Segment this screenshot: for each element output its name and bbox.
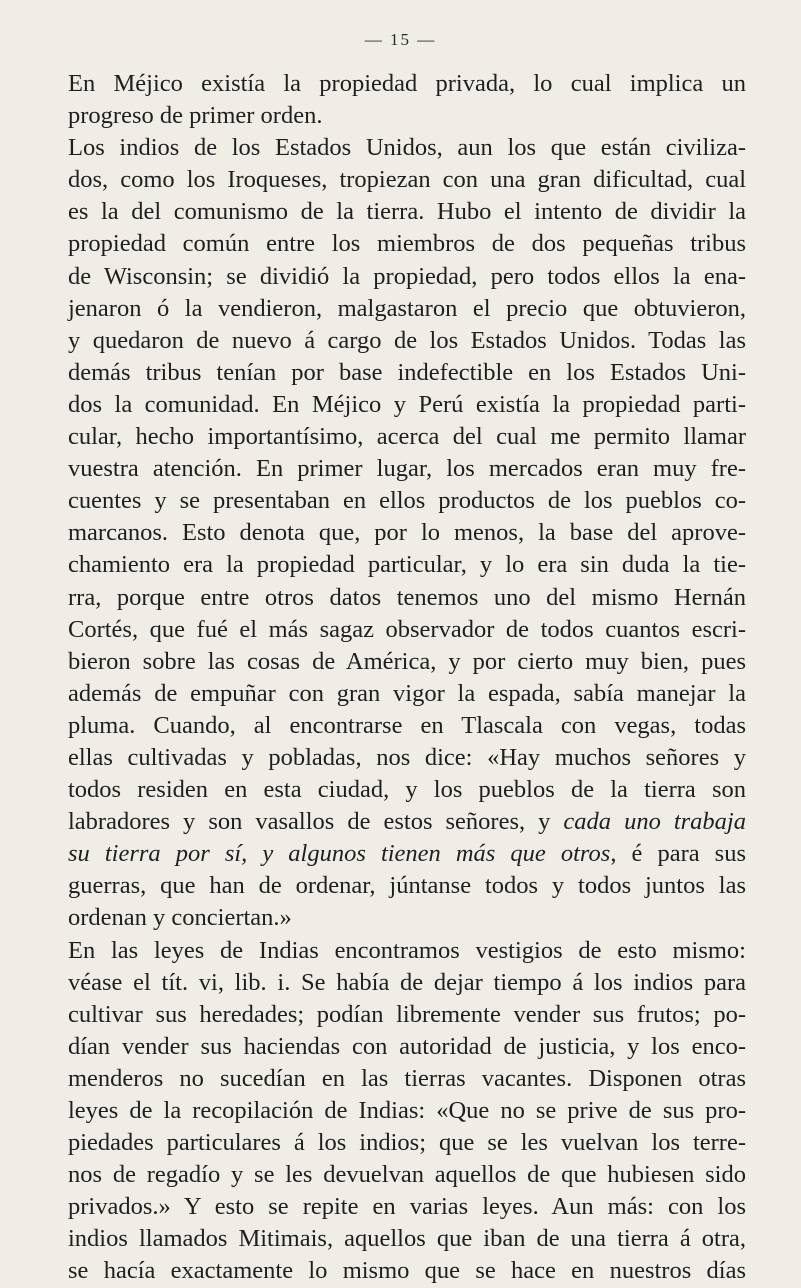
text-run: guerras, que han de ordenar, júntanse todos y todos juntos las: [68, 872, 746, 900]
text-line: [68, 870, 746, 902]
text-line: [68, 999, 746, 1031]
text-line: [68, 1255, 746, 1287]
text-run: cuentes y se presentaban en ellos productos de los pueblos co-: [68, 487, 746, 515]
text-line: [68, 710, 746, 742]
text-line: [68, 646, 746, 678]
text-line: [68, 261, 746, 293]
text-line: [68, 902, 746, 934]
text-run: indios llamados Mitimais, aquellos que iban de una tierra á otra,: [68, 1225, 746, 1253]
text-line: [68, 1159, 746, 1191]
text-line: [68, 549, 746, 581]
text-line: [68, 838, 746, 870]
italic-run: su tierra por sí, y algunos tienen más que otros: [68, 840, 611, 868]
text-line: [68, 1095, 746, 1127]
text-line: [68, 967, 746, 999]
text-line: [68, 1127, 746, 1159]
text-run: labradores y son vasallos de estos señores, y: [68, 808, 551, 836]
text-run: demás tribus tenían por base indefectible en los Estados Uni-: [68, 358, 746, 386]
text-run: menderos no sucedían en las tierras vacantes. Disponen otras: [68, 1064, 746, 1092]
text-line: [68, 357, 746, 389]
text-line: [68, 774, 746, 806]
text-run: En Méjico existía la propiedad privada, lo cual implica un: [68, 70, 746, 97]
text-run: ellas cultivadas y pobladas, nos dice: «Hay muchos señores y: [68, 743, 746, 771]
text-run: véase el tít. vi, lib. i. Se había de dejar tiempo á los indios para: [68, 968, 746, 996]
text-run: chamiento era la propiedad particular, y lo era sin duda la tie-: [68, 551, 746, 579]
text-line: [68, 228, 746, 260]
text-run: nos de regadío y se les devuelvan aquellos de que hubiesen sido: [68, 1161, 746, 1189]
text-run: cultivar sus heredades; podían libremente vender sus frutos; po-: [68, 1000, 746, 1028]
body-text: [68, 68, 746, 1288]
text-line: [68, 196, 746, 228]
text-run: vuestra atención. En primer lugar, los mercados eran muy fre-: [68, 455, 746, 483]
text-line: [68, 806, 746, 838]
text-line: [68, 678, 746, 710]
text-run: jenaron ó la vendieron, malgastaron el precio que obtuvieron,: [68, 294, 746, 322]
text-line: [68, 164, 746, 196]
text-run: ordenan y conciertan.»: [68, 904, 292, 932]
text-line: [68, 1063, 746, 1095]
text-run: rra, porque entre otros datos tenemos uno del mismo Hernán: [68, 583, 746, 611]
text-line: [68, 742, 746, 774]
text-line: [68, 132, 746, 164]
text-run: y quedaron de nuevo á cargo de los Estados Unidos. Todas las: [68, 326, 746, 354]
text-run: además de empuñar con gran vigor la espada, sabía manejar la: [68, 679, 746, 707]
text-line: [68, 453, 746, 485]
text-line: [68, 1191, 746, 1223]
text-line: [68, 389, 746, 421]
text-run: dos, como los Iroqueses, tropiezan con una gran dificultad, cual: [68, 166, 746, 194]
text-line: [68, 1031, 746, 1063]
text-run: leyes de la recopilación de Indias: «Que no se prive de sus pro-: [68, 1097, 746, 1124]
text-line: [68, 1223, 746, 1255]
text-run: bieron sobre las cosas de América, y por cierto muy bien, pues: [68, 647, 746, 675]
text-run: de Wisconsin; se dividió la propiedad, pero todos ellos la ena-: [68, 262, 746, 290]
text-run: se hacía exactamente lo mismo que se hace en nuestros días: [68, 1257, 746, 1285]
page-number: — 15 —: [364, 30, 437, 49]
text-run: marcanos. Esto denota que, por lo menos, la base del aprove-: [68, 519, 746, 547]
text-run: dían vender sus haciendas con autoridad de justicia, y los enco-: [68, 1032, 746, 1060]
text-run: todos residen en esta ciudad, y los pueblos de la tierra son: [68, 776, 746, 804]
text-line: [68, 325, 746, 357]
text-line: [68, 100, 746, 132]
text-run: propiedad común entre los miembros de dos pequeñas tribus: [68, 230, 746, 258]
text-run: , é para sus: [610, 840, 746, 868]
text-line: [68, 485, 746, 517]
text-run: es la del comunismo de la tierra. Hubo el intento de dividir la: [68, 198, 746, 226]
text-line: [68, 517, 746, 549]
text-run: Los indios de los Estados Unidos, aun los que están civiliza-: [68, 134, 746, 162]
text-line: [68, 68, 746, 100]
text-line: [68, 614, 746, 646]
text-run: Cortés, que fué el más sagaz observador de todos cuantos escri-: [68, 615, 746, 643]
text-run: cular, hecho importantísimo, acerca del cual me permito llamar: [68, 423, 746, 451]
text-run: privados.» Y esto se repite en varias leyes. Aun más: con los: [68, 1193, 746, 1221]
italic-run: cada uno trabaja: [563, 808, 746, 836]
text-run: dos la comunidad. En Méjico y Perú existía la propiedad parti-: [68, 390, 746, 418]
text-run: pluma. Cuando, al encontrarse en Tlascala con vegas, todas: [68, 711, 746, 739]
text-line: [68, 293, 746, 325]
text-run: piedades particulares á los indios; que se les vuelvan los terre-: [68, 1129, 746, 1157]
text-line: [68, 421, 746, 453]
text-run: progreso de primer orden.: [68, 102, 323, 130]
text-line: [68, 582, 746, 614]
text-run: En las leyes de Indias encontramos vestigios de esto mismo:: [68, 936, 746, 964]
text-line: [68, 935, 746, 967]
